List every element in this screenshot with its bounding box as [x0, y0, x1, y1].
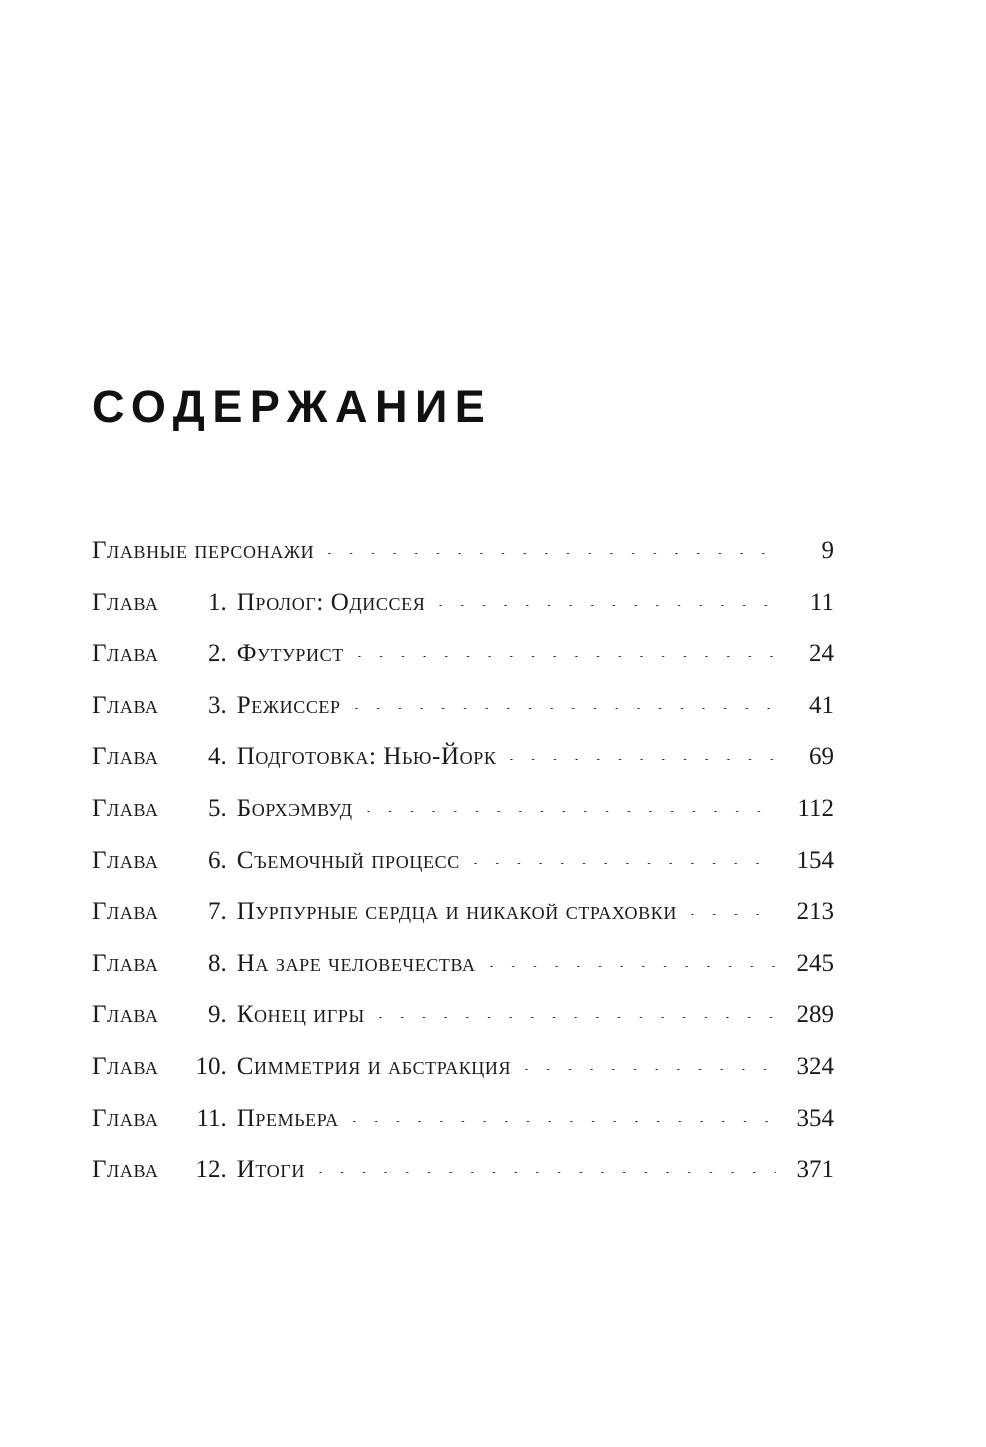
dot-leader	[355, 708, 776, 709]
toc-entry[interactable]	[92, 938, 834, 990]
toc-entry-number-period: .	[220, 1104, 227, 1132]
toc-entry-number-period: .	[220, 743, 227, 771]
toc-entry-number-period: .	[220, 898, 227, 926]
toc-entry-title: Итоги	[236, 1156, 305, 1184]
toc-entry[interactable]	[92, 1144, 834, 1196]
toc-entry-page-number: 69	[809, 743, 834, 771]
toc-entry-number-period: .	[220, 1156, 227, 1184]
toc-entry-number: 4	[208, 743, 221, 771]
toc-entry-page-number: 213	[796, 898, 834, 926]
dot-leader	[490, 966, 776, 967]
toc-entry-number-period: .	[220, 949, 227, 977]
toc-entry-label: Глава	[92, 1104, 159, 1132]
toc-entry-number: 11	[196, 1104, 221, 1132]
toc-entry[interactable]	[92, 525, 834, 577]
toc-entry-title: Пурпурные сердца и никакой страховки	[236, 898, 677, 926]
toc-entry-page-number: 324	[796, 1052, 834, 1080]
toc-entry[interactable]	[92, 783, 834, 835]
toc-entry-number: 5	[208, 794, 221, 822]
toc-entry-number: 6	[208, 846, 221, 874]
toc-entry[interactable]	[92, 886, 834, 938]
toc-entry-page-number: 354	[796, 1104, 834, 1132]
toc-entry-number: 2	[208, 640, 221, 668]
toc-entry-label: Главные персонажи	[92, 537, 315, 564]
toc-entry-title: Симметрия и абстракция	[236, 1052, 512, 1080]
dot-leader	[474, 863, 776, 864]
toc-entry-number: 8	[208, 949, 221, 977]
toc-entry-label: Глава	[92, 1052, 159, 1080]
toc-entry-label: Глава	[92, 949, 159, 977]
toc-entry[interactable]	[92, 989, 834, 1041]
toc-entry-number-period: .	[220, 588, 227, 616]
toc-entry-page-number: 9	[821, 537, 834, 564]
toc-entry-page-number: 11	[809, 588, 834, 616]
toc-entry-page-number: 371	[796, 1156, 834, 1184]
toc-entry[interactable]	[92, 628, 834, 680]
dot-leader	[353, 1121, 776, 1122]
toc-entry-label: Глава	[92, 588, 159, 616]
toc-entry-label: Глава	[92, 794, 159, 822]
toc-entry-number: 12	[195, 1156, 221, 1184]
toc-entry-label: Глава	[92, 640, 159, 668]
toc-entry[interactable]	[92, 1093, 834, 1145]
toc-entry[interactable]	[92, 577, 834, 629]
toc-entry[interactable]	[92, 835, 834, 887]
table-of-contents-list	[92, 525, 834, 1196]
toc-entry-number: 9	[208, 1001, 221, 1029]
toc-entry-number: 3	[208, 691, 221, 719]
dot-leader	[439, 605, 776, 606]
toc-entry-number-period: .	[220, 640, 227, 668]
toc-entry-number-period: .	[220, 1052, 227, 1080]
toc-entry-label: Глава	[92, 846, 159, 874]
dot-leader	[367, 811, 776, 812]
dot-leader	[525, 1069, 776, 1070]
toc-entry[interactable]	[92, 731, 834, 783]
toc-entry-number: 1	[208, 588, 221, 616]
toc-entry-number-period: .	[220, 1001, 227, 1029]
toc-entry[interactable]	[92, 680, 834, 732]
toc-entry-number: 7	[208, 898, 221, 926]
toc-entry-page-number: 112	[797, 794, 834, 822]
toc-entry-label: Глава	[92, 691, 159, 719]
toc-entry-page-number: 41	[809, 691, 834, 719]
toc-entry-title: Премьера	[236, 1104, 339, 1132]
toc-entry-label: Глава	[92, 1001, 159, 1029]
dot-leader	[510, 759, 776, 760]
toc-entry-label: Глава	[92, 1156, 159, 1184]
dot-leader	[328, 553, 776, 554]
toc-entry-label: Глава	[92, 743, 159, 771]
toc-entry-number-period: .	[220, 846, 227, 874]
toc-entry-title: Режиссер	[236, 691, 341, 719]
dot-leader	[691, 914, 776, 915]
toc-entry-title: Подготовка: Нью-Йорк	[236, 743, 497, 771]
toc-entry-title: Футурист	[236, 640, 344, 668]
dot-leader	[358, 656, 776, 657]
dot-leader	[379, 1017, 776, 1018]
toc-entry-title: Пролог: Одиссея	[236, 588, 426, 616]
toc-entry-number: 10	[195, 1052, 221, 1080]
toc-entry-number-period: .	[220, 794, 227, 822]
toc-entry-page-number: 245	[796, 949, 834, 977]
toc-entry-title: На заре человечества	[236, 949, 476, 977]
toc-entry-page-number: 289	[796, 1001, 834, 1029]
toc-entry-title: Борхэмвуд	[236, 794, 353, 822]
toc-entry-label: Глава	[92, 898, 159, 926]
toc-entry-page-number: 24	[809, 640, 834, 668]
page-title: СОДЕРЖАНИЕ	[92, 381, 493, 433]
toc-entry-title: Конец игры	[236, 1001, 365, 1029]
toc-entry-number-period: .	[220, 691, 227, 719]
toc-entry-title: Съемочный процесс	[236, 846, 460, 874]
dot-leader	[319, 1172, 776, 1173]
toc-entry-page-number: 154	[796, 846, 834, 874]
toc-entry[interactable]	[92, 1041, 834, 1093]
